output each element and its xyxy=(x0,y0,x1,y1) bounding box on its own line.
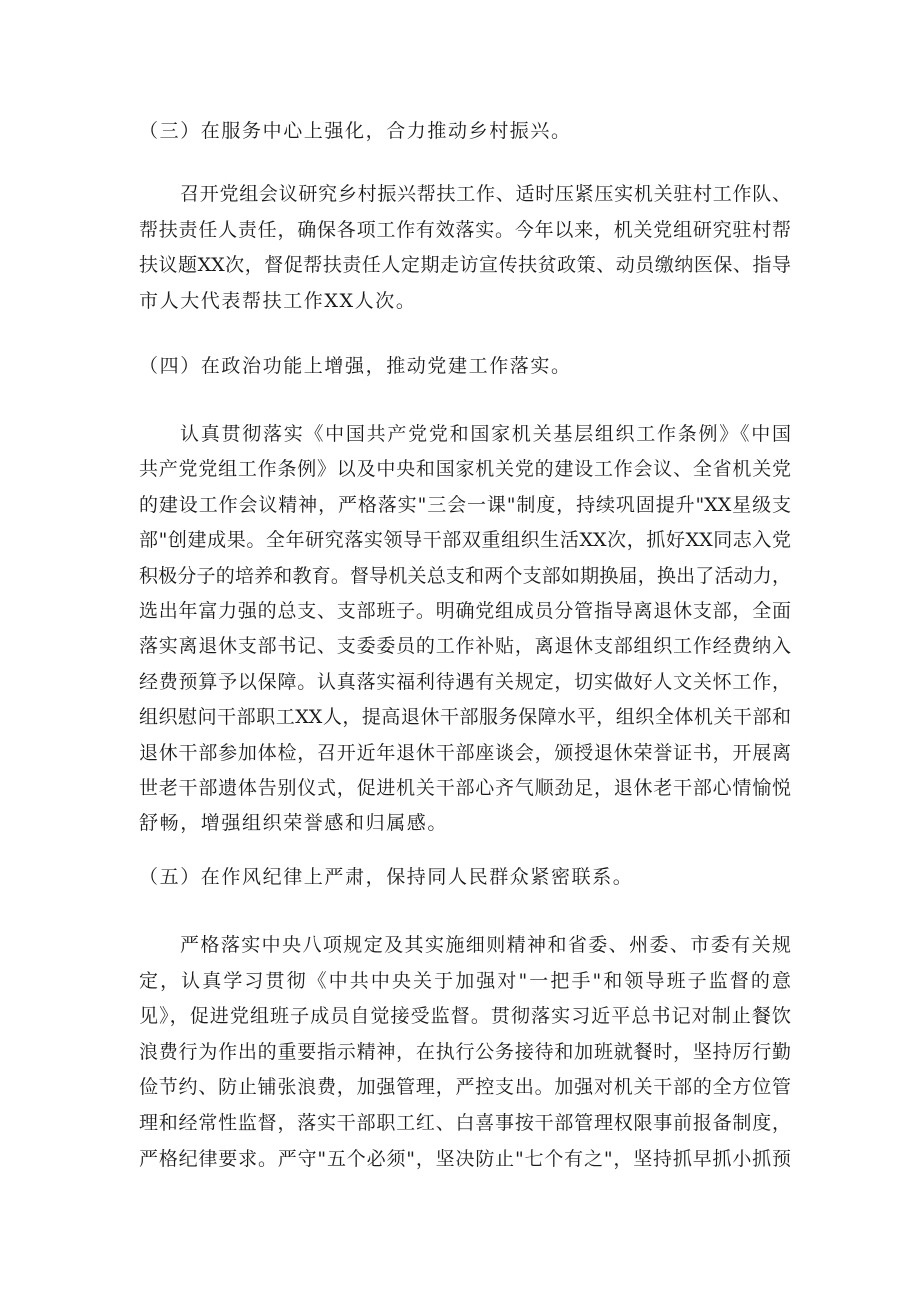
text-line: 退休干部参加体检，召开近年退休干部座谈会，颁授退休荣誉证书，开展离 xyxy=(139,741,791,764)
text-line: 经费预算予以保障。认真落实福利待遇有关规定，切实做好人文关怀工作， xyxy=(139,670,791,693)
text-line: 俭节约、防止铺张浪费，加强管理，严控支出。加强对机关干部的全方位管 xyxy=(139,1076,791,1099)
section-heading-5: （五）在作风纪律上严肃，保持同人民群众紧密联系。 xyxy=(139,866,634,888)
text-line: 浪费行为作出的重要指示精神，在执行公务接待和加班就餐时，坚持厉行勤 xyxy=(139,1040,791,1063)
text-line: 理和经常性监督，落实干部职工红、白喜事按干部管理权限事前报备制度， xyxy=(139,1111,791,1134)
section-heading-4: （四）在政治功能上增强，推动党建工作落实。 xyxy=(139,355,572,377)
text-line: 定，认真学习贯彻《中共中央关于加强对"一把手"和领导班子监督的意 xyxy=(139,969,791,992)
text-line: 共产党党组工作条例》以及中央和国家机关党的建设工作会议、全省机关党 xyxy=(139,458,791,481)
text-line: 落实离退休支部书记、支委委员的工作补贴，离退休支部组织工作经费纳入 xyxy=(139,635,791,658)
section-paragraph-3 xyxy=(139,177,791,319)
text-line: 组织慰问干部职工XX人，提高退休干部服务保障水平，组织全体机关干部和 xyxy=(139,706,791,729)
text-line: 认真贯彻落实《中国共产党党和国家机关基层组织工作条例》《中国 xyxy=(180,423,791,445)
text-line: 的建设工作会议精神，严格落实"三会一课"制度，持续巩固提升"XX星级支 xyxy=(139,493,791,516)
text-line: 世老干部遗体告别仪式，促进机关干部心齐气顺劲足，退休老干部心情愉悦 xyxy=(139,776,791,799)
text-line: 召开党组会议研究乡村振兴帮扶工作、适时压紧压实机关驻村工作队、 xyxy=(180,183,791,205)
text-line: 部"创建成果。全年研究落实领导干部双重组织生活XX次，抓好XX同志入党 xyxy=(139,529,791,552)
text-line: 积极分子的培养和教育。督导机关总支和两个支部如期换届，换出了活动力， xyxy=(139,564,791,587)
text-line: 市人大代表帮扶工作XX人次。 xyxy=(139,289,417,312)
text-line: 严格纪律要求。严守"五个必须"，坚决防止"七个有之"，坚持抓早抓小抓预 xyxy=(139,1147,791,1170)
text-line: 见》，促进党组班子成员自觉接受监督。贯彻落实习近平总书记对制止餐饮 xyxy=(139,1005,791,1028)
text-line: 帮扶责任人责任，确保各项工作有效落实。今年以来，机关党组研究驻村帮 xyxy=(139,218,791,241)
text-line: 扶议题XX次，督促帮扶责任人定期走访宣传扶贫政策、动员缴纳医保、指导 xyxy=(139,254,791,276)
text-line: 严格落实中央八项规定及其实施细则精神和省委、州委、市委有关规 xyxy=(180,934,791,956)
text-line: 选出年富力强的总支、支部班子。明确党组成员分管指导离退休支部，全面 xyxy=(139,599,791,622)
section-heading-3: （三）在服务中心上强化，合力推动乡村振兴。 xyxy=(139,120,572,142)
section-paragraph-4 xyxy=(139,417,791,842)
text-line: 舒畅，增强组织荣誉感和归属感。 xyxy=(139,812,449,835)
section-paragraph-5 xyxy=(139,928,791,1177)
